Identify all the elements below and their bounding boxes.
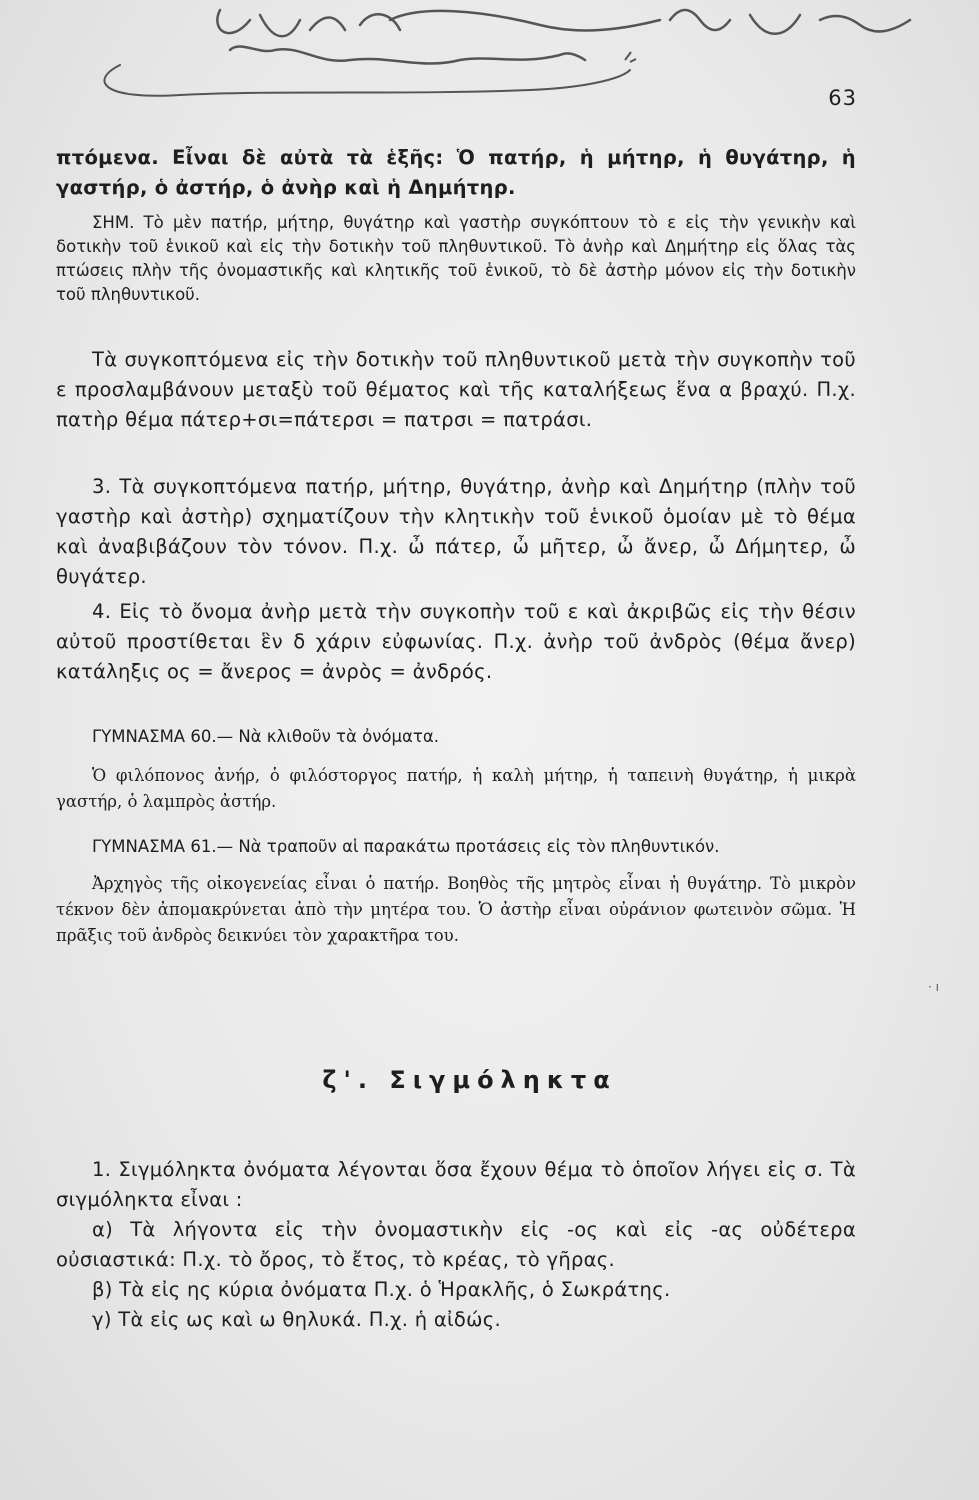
rule-3-paragraph: 3. Τὰ συγκοπτόμενα πατήρ, μήτηρ, θυγάτηρ, ἀνὴρ καὶ Δημήτηρ (πλὴν τοῦ γαστὴρ καὶ ἀστὴρ) σχηματίζουν τὴν κλητικὴν τοῦ ἑνικοῦ ὁμοίαν μὲ τὸ θέμα καὶ ἀναβιβάζουν τὸν τόνον. Π.χ. ὦ πάτερ, ὦ μῆτερ, ὦ ἄνερ, ὦ Δήμητερ, ὦ θυγάτερ.	[56, 475, 856, 588]
rule-4-paragraph: 4. Εἰς τὸ ὄνομα ἀνὴρ μετὰ τὴν συγκοπὴν τοῦ ε καὶ ἀκριβῶς εἰς τὴν θέσιν αὐτοῦ προστίθεται ἓν δ χάριν εὐφωνίας. Π.χ. ἀνὴρ τοῦ ἀνδρὸς (θέμα ἄνερ) κατάληξις ος = ἄνερος = ἀνρὸς = ἀνδρός.	[56, 600, 856, 683]
page-number: 63	[828, 86, 857, 110]
handwritten-scribble	[60, 0, 920, 110]
dative-plural-block	[56, 345, 856, 435]
rule-3-block	[56, 472, 856, 592]
exercise-61-text: Ἀρχηγὸς τῆς οἰκογενείας εἶναι ὁ πατήρ. Βοηθὸς τῆς μητρὸς εἶναι ἡ θυγάτηρ. Τὸ μικρὸν τέκνον δὲν ἀπομακρύνεται ἀπὸ τὴν μητέρα του. Ὁ ἀστὴρ εἶναι οὐράνιον φωτεινὸν σῶμα. Ἡ πρᾶξις τοῦ ἀνδρὸς δεικνύει τὸν χαρακτῆρα του.	[56, 874, 856, 945]
main-text	[56, 143, 856, 203]
sigmoleta-block	[56, 1155, 856, 1335]
paragraph-continuation: πτόμενα. Εἶναι δὲ αὐτὰ τὰ ἑξῆς: Ὁ πατήρ, ἡ μήτηρ, ἡ θυγάτηρ, ἡ γαστήρ, ὁ ἀστήρ, ὁ ἀνὴρ καὶ ἡ Δημήτηρ.	[56, 146, 856, 199]
sigmoleta-intro: 1. Σιγμόληκτα ὀνόματα λέγονται ὅσα ἔχουν θέμα τὸ ὁποῖον λήγει εἰς σ. Τὰ σιγμόληκτα εἶναι :	[56, 1158, 856, 1211]
dative-plural-paragraph: Τὰ συγκοπτόμενα εἰς τὴν δοτικὴν τοῦ πληθυντικοῦ μετὰ τὴν συγκοπὴν τοῦ ε προσλαμβάνουν μεταξὺ τοῦ θέματος καὶ τῆς καταλήξεως ἕνα α βραχύ. Π.χ. πατὴρ θέμα πάτερ+σι=πάτερσι = πατρσι = πατράσι.	[56, 348, 856, 431]
exercise-60-heading: ΓΥΜΝΑΣΜΑ 60.— Νὰ κλιθοῦν τὰ ὀνόματα.	[92, 727, 439, 746]
exercise-60	[56, 725, 856, 815]
note-block	[56, 211, 856, 307]
sigmoleta-item-b: β) Τὰ εἰς ης κύρια ὀνόματα Π.χ. ὁ Ἡρακλῆς, ὁ Σωκράτης.	[92, 1278, 671, 1301]
exercise-60-text: Ὁ φιλόπονος ἀνήρ, ὁ φιλόστοργος πατήρ, ἡ καλὴ μήτηρ, ἡ ταπεινὴ θυγάτηρ, ἡ μικρὰ γαστήρ, ὁ λαμπρὸς ἀστήρ.	[56, 766, 856, 811]
exercise-61	[56, 835, 856, 949]
sigmoleta-item-a: α) Τὰ λήγοντα εἰς τὴν ὀνομαστικὴν εἰς -ος καὶ εἰς -ας οὐδέτερα οὐσιαστικά: Π.χ. τὸ ὄρος, τὸ ἔτος, τὸ κρέας, τὸ γῆρας.	[56, 1218, 856, 1271]
sigmoleta-item-c: γ) Τὰ εἰς ως καὶ ω θηλυκά. Π.χ. ἡ αἰδώς.	[92, 1308, 502, 1331]
section-title: ζ'. Σιγμόληκτα	[322, 1066, 617, 1094]
rule-4-block	[56, 597, 856, 687]
note-paragraph: ΣΗΜ. Τὸ μὲν πατήρ, μήτηρ, θυγάτηρ καὶ γαστὴρ συγκόπτουν τὸ ε εἰς τὴν γενικὴν καὶ δοτικὴν τοῦ ἑνικοῦ καὶ εἰς τὴν δοτικὴν τοῦ πληθυντικοῦ. Τὸ ἀνὴρ καὶ Δημήτηρ εἰς ὅλας τὰς πτώσεις πλὴν τῆς ὀνομαστικῆς καὶ κλητικῆς τοῦ ἑνικοῦ, τὸ δὲ ἀστὴρ μόνον εἰς τὴν δοτικὴν τοῦ πληθυντικοῦ.	[56, 213, 856, 304]
stray-mark: · ı	[928, 980, 939, 994]
handwritten-note-text	[60, 0, 61, 1]
exercise-61-heading: ΓΥΜΝΑΣΜΑ 61.— Νὰ τραποῦν αἱ παρακάτω προτάσεις εἰς τὸν πληθυντικόν.	[92, 837, 720, 856]
handwritten-note	[60, 0, 920, 110]
